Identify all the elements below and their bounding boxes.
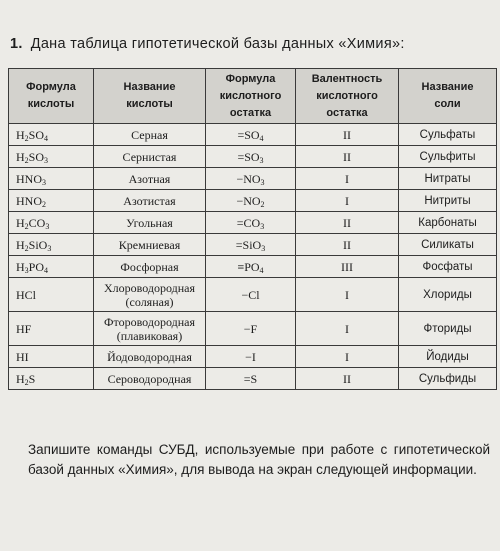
formula-text: −Cl bbox=[241, 287, 260, 302]
acid-name-line: Фтороводородная bbox=[104, 314, 195, 329]
formula-text: HNO bbox=[16, 171, 42, 186]
header-acid-name bbox=[94, 69, 206, 124]
header-line: остатка bbox=[229, 106, 272, 119]
salt-name-cell: Хлориды bbox=[399, 278, 497, 312]
valence-cell: II bbox=[296, 124, 399, 146]
formula-text: =S bbox=[243, 371, 258, 386]
formula-text: H bbox=[16, 149, 25, 164]
formula-text: −NO bbox=[236, 171, 261, 186]
acid-name-cell bbox=[94, 234, 206, 256]
acid-name-cell bbox=[94, 368, 206, 390]
acid-formula-cell bbox=[9, 256, 94, 278]
formula-subscript: 3 bbox=[260, 221, 265, 231]
formula-subscript: 4 bbox=[44, 265, 49, 275]
acid-formula-cell bbox=[9, 168, 94, 190]
formula-subscript: 2 bbox=[24, 377, 29, 387]
formula-text: H bbox=[16, 127, 25, 142]
formula-subscript: 2 bbox=[24, 243, 29, 253]
formula-subscript: 2 bbox=[42, 199, 46, 209]
acid-formula-cell bbox=[9, 234, 94, 256]
formula-subscript: 3 bbox=[42, 177, 46, 187]
formula-subscript: 3 bbox=[44, 155, 49, 165]
header-line: соли bbox=[434, 98, 461, 110]
residue-formula-cell bbox=[206, 312, 296, 346]
residue-formula-cell bbox=[206, 256, 296, 278]
formula-subscript: 2 bbox=[24, 155, 29, 165]
valence-cell: I bbox=[296, 190, 399, 212]
formula-text: PO bbox=[28, 259, 45, 274]
task-title: Дана таблица гипотетической базы данных «Химия»: bbox=[30, 36, 405, 52]
acid-name-line: Сернистая bbox=[122, 149, 177, 164]
formula-text: H bbox=[16, 215, 25, 230]
salt-name-cell: Фосфаты bbox=[399, 256, 497, 278]
valence-cell: I bbox=[296, 168, 399, 190]
valence-cell: III bbox=[296, 256, 399, 278]
acid-formula-cell bbox=[9, 312, 94, 346]
header-line: кислоты bbox=[126, 98, 173, 110]
table-row bbox=[9, 346, 497, 368]
acid-name-line: Фосфорная bbox=[120, 259, 179, 274]
formula-subscript: 3 bbox=[260, 177, 265, 187]
table-body bbox=[9, 124, 497, 390]
formula-text: SiO bbox=[28, 237, 48, 252]
formula-subscript: 4 bbox=[44, 133, 49, 143]
salt-name-cell: Нитраты bbox=[399, 168, 497, 190]
header-line: кислотного bbox=[219, 89, 282, 102]
acid-formula-cell bbox=[9, 146, 94, 168]
formula-text: SO bbox=[28, 127, 45, 142]
residue-formula-cell bbox=[206, 278, 296, 312]
valence-cell: I bbox=[296, 312, 399, 346]
table-row bbox=[9, 124, 497, 146]
header-line: кислотного bbox=[316, 89, 378, 102]
valence-cell: I bbox=[296, 278, 399, 312]
salt-name-cell: Сульфиды bbox=[399, 368, 497, 390]
header-line: остатка bbox=[326, 106, 368, 119]
table-row bbox=[9, 256, 497, 278]
formula-subscript: 3 bbox=[24, 265, 29, 275]
formula-text: CO bbox=[28, 215, 46, 230]
table-row bbox=[9, 368, 497, 390]
table-row bbox=[9, 234, 497, 256]
header-line: Название bbox=[123, 81, 176, 93]
salt-name-cell: Йодиды bbox=[399, 346, 497, 368]
acid-name-cell bbox=[94, 346, 206, 368]
salt-name-cell: Сульфиты bbox=[399, 146, 497, 168]
acid-formula-cell bbox=[9, 278, 94, 312]
residue-formula-cell bbox=[206, 124, 296, 146]
valence-cell: I bbox=[296, 346, 399, 368]
formula-text: S bbox=[28, 371, 36, 386]
formula-text: HI bbox=[16, 349, 29, 364]
formula-text: −F bbox=[243, 321, 258, 336]
acid-formula-cell bbox=[9, 346, 94, 368]
acid-name-line: Йодоводородная bbox=[107, 349, 192, 364]
formula-text: =SO bbox=[237, 127, 260, 142]
formula-subscript: 2 bbox=[24, 133, 29, 143]
header-line: кислоты bbox=[27, 98, 75, 110]
formula-subscript: 2 bbox=[24, 221, 29, 231]
valence-cell: II bbox=[296, 212, 399, 234]
formula-text: ≡PO bbox=[237, 259, 260, 274]
acid-name-cell bbox=[94, 256, 206, 278]
acid-name-cell bbox=[94, 312, 206, 346]
header-line: Формула bbox=[225, 72, 276, 85]
acid-name-line: (соляная) bbox=[125, 294, 174, 309]
chemistry-table bbox=[8, 68, 497, 390]
acid-name-line: (плавиковая) bbox=[116, 328, 183, 343]
acid-name-line: Кремниевая bbox=[118, 237, 181, 252]
formula-text: −NO bbox=[236, 193, 261, 208]
salt-name-cell: Фториды bbox=[399, 312, 497, 346]
acid-formula-cell bbox=[9, 212, 94, 234]
salt-name-cell: Карбонаты bbox=[399, 212, 497, 234]
formula-text: H bbox=[16, 237, 25, 252]
formula-subscript: 3 bbox=[47, 243, 52, 253]
table-row bbox=[9, 168, 497, 190]
formula-subscript: 3 bbox=[45, 221, 50, 231]
formula-text: HCl bbox=[16, 287, 37, 302]
formula-text: =SiO bbox=[235, 237, 262, 252]
acid-name-line: Азотистая bbox=[123, 193, 176, 208]
residue-formula-cell bbox=[206, 168, 296, 190]
task-number: 1. bbox=[10, 36, 23, 52]
acid-name-cell bbox=[94, 146, 206, 168]
instruction-text: Запишите команды СУБД, используемые при работе с гипотетической базой данных «Химия», для вывода на экран следующей информации. bbox=[28, 442, 490, 477]
formula-text: HNO bbox=[16, 193, 42, 208]
header-residue-formula bbox=[206, 69, 296, 124]
header-line: Формула bbox=[26, 81, 76, 93]
valence-cell: II bbox=[296, 368, 399, 390]
acid-name-line: Азотная bbox=[128, 171, 171, 186]
task-header bbox=[10, 36, 495, 52]
residue-formula-cell bbox=[206, 234, 296, 256]
acid-name-cell bbox=[94, 212, 206, 234]
formula-subscript: 3 bbox=[261, 243, 266, 253]
acid-name-cell bbox=[94, 278, 206, 312]
table-row bbox=[9, 190, 497, 212]
acid-name-line: Хлороводородная bbox=[103, 280, 196, 295]
header-residue-valence bbox=[296, 69, 399, 124]
formula-subscript: 2 bbox=[260, 199, 265, 209]
table-row bbox=[9, 312, 497, 346]
acid-name-line: Угольная bbox=[126, 215, 173, 230]
acid-name-cell bbox=[94, 124, 206, 146]
header-acid-formula bbox=[9, 69, 94, 124]
table-row bbox=[9, 278, 497, 312]
acid-name-line: Серная bbox=[131, 127, 168, 142]
acid-name-cell bbox=[94, 168, 206, 190]
formula-subscript: 3 bbox=[259, 155, 264, 165]
residue-formula-cell bbox=[206, 212, 296, 234]
acid-name-cell bbox=[94, 190, 206, 212]
residue-formula-cell bbox=[206, 368, 296, 390]
valence-cell: II bbox=[296, 146, 399, 168]
residue-formula-cell bbox=[206, 146, 296, 168]
formula-text: H bbox=[16, 371, 25, 386]
residue-formula-cell bbox=[206, 346, 296, 368]
header-salt-name bbox=[399, 69, 497, 124]
formula-text: =SO bbox=[237, 149, 260, 164]
salt-name-cell: Силикаты bbox=[399, 234, 497, 256]
salt-name-cell: Нитриты bbox=[399, 190, 497, 212]
formula-text: SO bbox=[28, 149, 45, 164]
header-line: Валентность bbox=[311, 72, 383, 85]
table-header-row bbox=[9, 69, 497, 124]
acid-formula-cell bbox=[9, 190, 94, 212]
formula-text: =CO bbox=[236, 215, 261, 230]
header-line: Название bbox=[421, 81, 474, 93]
formula-subscript: 4 bbox=[259, 133, 264, 143]
formula-subscript: 4 bbox=[259, 265, 264, 275]
salt-name-cell: Сульфаты bbox=[399, 124, 497, 146]
acid-formula-cell bbox=[9, 368, 94, 390]
valence-cell: II bbox=[296, 234, 399, 256]
table-row bbox=[9, 212, 497, 234]
acid-formula-cell bbox=[9, 124, 94, 146]
residue-formula-cell bbox=[206, 190, 296, 212]
formula-text: HF bbox=[16, 321, 32, 336]
table-row bbox=[9, 146, 497, 168]
formula-text: −I bbox=[245, 349, 256, 364]
formula-text: H bbox=[16, 259, 25, 274]
acid-name-line: Сероводородная bbox=[107, 371, 192, 386]
